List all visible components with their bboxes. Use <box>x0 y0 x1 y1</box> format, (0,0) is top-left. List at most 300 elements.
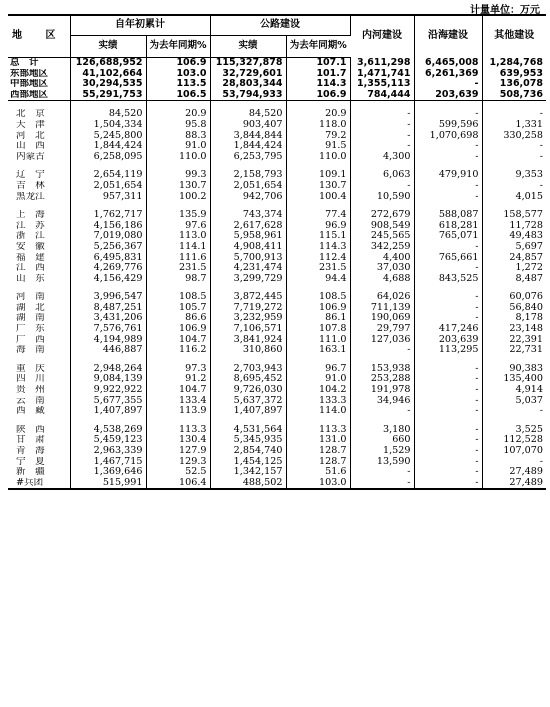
table-row <box>8 385 546 396</box>
table-row <box>8 274 546 285</box>
ytd-actual-header: 实绩 <box>70 36 146 58</box>
region-name: 北 京 <box>8 109 70 120</box>
ytd-yoy-cell: 20.9 <box>146 109 210 120</box>
table-row <box>8 231 546 242</box>
coastal-cell: - <box>414 263 482 274</box>
ytd-yoy-cell: 113.0 <box>146 231 210 242</box>
unit-label: 计量单位：万元 <box>470 5 540 16</box>
highway-yoy-cell: 163.1 <box>286 345 350 356</box>
ytd-yoy-cell: 99.3 <box>146 170 210 181</box>
region-name: 海 南 <box>8 345 70 356</box>
highway-yoy-cell: 130.7 <box>286 181 350 192</box>
ytd-actual-cell: 7,019,080 <box>70 231 146 242</box>
inland-cell: 3,180 <box>350 425 414 436</box>
ytd-yoy-cell: 133.4 <box>146 396 210 407</box>
ytd-yoy-cell: 106.4 <box>146 478 210 490</box>
region-name: 重 庆 <box>8 364 70 375</box>
other-cell: 8,487 <box>515 273 543 284</box>
highway-actual-cell: 1,342,157 <box>210 467 286 478</box>
ytd-yoy-cell: 91.2 <box>146 374 210 385</box>
table-row <box>8 457 546 468</box>
inland-cell: - <box>350 141 414 152</box>
other-cell: 23,148 <box>509 324 543 335</box>
other-cell: 1,331 <box>515 119 543 130</box>
inland-cell: - <box>350 467 414 478</box>
ytd-actual-cell: 9,922,922 <box>70 385 146 396</box>
table-row <box>8 345 546 356</box>
other-cell: 27,489 <box>509 467 543 478</box>
statistics-table <box>8 14 546 490</box>
group-spacer <box>8 101 546 110</box>
table-row <box>8 313 546 324</box>
table-row <box>8 90 546 101</box>
ytd-yoy-cell: 113.3 <box>146 425 210 436</box>
highway-yoy-cell: 96.9 <box>286 221 350 232</box>
highway-actual-cell: 7,719,272 <box>210 303 286 314</box>
table-row <box>8 292 546 303</box>
highway-yoy-cell: 77.4 <box>286 210 350 221</box>
table-row <box>8 435 546 446</box>
other-cell: 24,857 <box>509 252 543 263</box>
ytd-yoy-cell: 52.5 <box>146 467 210 478</box>
ytd-yoy-cell: 88.3 <box>146 131 210 142</box>
ytd-actual-cell: 4,156,186 <box>70 221 146 232</box>
inland-cell: 342,259 <box>350 242 414 253</box>
table-row <box>8 221 546 232</box>
inland-cell: 1,529 <box>350 446 414 457</box>
inland-cell: 1,471,741 <box>350 69 414 80</box>
ytd-actual-cell: 2,051,654 <box>70 181 146 192</box>
highway-yoy-cell: 114.3 <box>286 79 350 90</box>
coastal-cell: - <box>414 396 482 407</box>
highway-actual-cell: 3,232,959 <box>210 313 286 324</box>
highway-yoy-cell: 51.6 <box>286 467 350 478</box>
highway-yoy-cell: 106.9 <box>286 303 350 314</box>
highway-actual-cell: 1,844,424 <box>210 141 286 152</box>
region-name: 辽 宁 <box>8 170 70 181</box>
other-cell: - <box>539 180 543 191</box>
table-row <box>8 374 546 385</box>
ytd-actual-cell: 1,407,897 <box>70 406 146 417</box>
ytd-yoy-cell: 231.5 <box>146 263 210 274</box>
inland-cell: 29,797 <box>350 324 414 335</box>
highway-actual-cell: 903,407 <box>210 120 286 131</box>
coastal-cell: - <box>414 152 482 163</box>
highway-yoy-cell: 131.0 <box>286 435 350 446</box>
region-name: 湖 北 <box>8 303 70 314</box>
other-cell: 56,840 <box>509 302 543 313</box>
table-row <box>8 478 546 490</box>
other-cell: - <box>539 141 543 152</box>
highway-yoy-cell: 20.9 <box>286 109 350 120</box>
highway-actual-cell: 2,854,740 <box>210 446 286 457</box>
other-cell: - <box>539 151 543 162</box>
highway-yoy-cell: 79.2 <box>286 131 350 142</box>
region-name: 云 南 <box>8 396 70 407</box>
coastal-cell: - <box>414 446 482 457</box>
ytd-actual-cell: 5,459,123 <box>70 435 146 446</box>
ytd-yoy-cell: 97.6 <box>146 221 210 232</box>
region-name: 天 津 <box>8 120 70 131</box>
ytd-actual-cell: 7,576,761 <box>70 324 146 335</box>
ytd-yoy-cell: 97.3 <box>146 364 210 375</box>
other-cell: 136,078 <box>499 79 543 90</box>
ytd-actual-cell: 5,677,355 <box>70 396 146 407</box>
region-name: 四 川 <box>8 374 70 385</box>
highway-yoy-header: 为去年同期% <box>286 36 350 58</box>
ytd-actual-cell: 4,194,989 <box>70 335 146 346</box>
table-row <box>8 396 546 407</box>
table-row <box>8 141 546 152</box>
highway-actual-cell: 115,327,878 <box>210 58 286 69</box>
region-name: 山 西 <box>8 141 70 152</box>
inland-cell: 34,946 <box>350 396 414 407</box>
region-name: 新 疆 <box>8 467 70 478</box>
highway-header: 公路建设 <box>210 15 350 36</box>
coastal-cell: - <box>414 364 482 375</box>
coastal-cell: - <box>414 467 482 478</box>
ytd-yoy-cell: 129.3 <box>146 457 210 468</box>
region-name: 广 东 <box>8 324 70 335</box>
highway-yoy-cell: 128.7 <box>286 457 350 468</box>
ytd-yoy-cell: 104.7 <box>146 335 210 346</box>
highway-yoy-cell: 101.7 <box>286 69 350 80</box>
ytd-yoy-cell: 105.7 <box>146 303 210 314</box>
highway-actual-cell: 3,844,844 <box>210 131 286 142</box>
ytd-actual-cell: 2,963,339 <box>70 446 146 457</box>
highway-actual-cell: 5,958,961 <box>210 231 286 242</box>
coastal-cell: 417,246 <box>414 324 482 335</box>
table-row <box>8 152 546 163</box>
highway-actual-cell: 1,454,125 <box>210 457 286 468</box>
region-name: 内蒙古 <box>8 152 70 163</box>
highway-actual-cell: 2,051,654 <box>210 181 286 192</box>
coastal-cell: 1,070,698 <box>414 131 482 142</box>
highway-yoy-cell: 109.1 <box>286 170 350 181</box>
ytd-yoy-cell: 130.4 <box>146 435 210 446</box>
coastal-cell: - <box>414 192 482 203</box>
inland-header: 内河建设 <box>350 15 414 58</box>
inland-cell: 1,355,113 <box>350 79 414 90</box>
coastal-cell: - <box>414 385 482 396</box>
ytd-yoy-cell: 91.0 <box>146 141 210 152</box>
highway-yoy-cell: 128.7 <box>286 446 350 457</box>
region-name: 西部地区 <box>8 90 70 101</box>
highway-yoy-cell: 96.7 <box>286 364 350 375</box>
highway-yoy-cell: 107.8 <box>286 324 350 335</box>
group-spacer <box>8 162 546 170</box>
ytd-actual-cell: 9,084,139 <box>70 374 146 385</box>
other-cell: - <box>539 406 543 417</box>
other-cell: 5,037 <box>515 395 543 406</box>
other-cell: 1,272 <box>515 263 543 274</box>
region-name: 甘 肃 <box>8 435 70 446</box>
coastal-cell: - <box>414 313 482 324</box>
other-cell: 9,353 <box>515 170 543 181</box>
ytd-yoy-cell: 106.9 <box>146 324 210 335</box>
other-cell: 5,697 <box>515 241 543 252</box>
coastal-cell: 765,661 <box>414 253 482 264</box>
table-row <box>8 120 546 131</box>
table-row <box>8 253 546 264</box>
ytd-yoy-cell: 86.6 <box>146 313 210 324</box>
other-cell: 107,070 <box>503 446 543 456</box>
table-row <box>8 467 546 478</box>
table-body <box>8 58 546 490</box>
other-cell: 27,489 <box>482 478 546 490</box>
region-name: 湖 南 <box>8 313 70 324</box>
highway-actual-cell: 4,908,411 <box>210 242 286 253</box>
region-name: 安 徽 <box>8 242 70 253</box>
ytd-actual-cell: 5,245,800 <box>70 131 146 142</box>
highway-yoy-cell: 133.3 <box>286 396 350 407</box>
region-name: 青 海 <box>8 446 70 457</box>
inland-cell: 190,069 <box>350 313 414 324</box>
group-spacer <box>8 284 546 292</box>
table-row <box>8 210 546 221</box>
region-name: 广 西 <box>8 335 70 346</box>
group-spacer <box>8 356 546 364</box>
highway-actual-cell: 9,726,030 <box>210 385 286 396</box>
other-cell: 4,914 <box>515 385 543 396</box>
inland-cell: 711,139 <box>350 303 414 314</box>
ytd-yoy-cell: 103.0 <box>146 69 210 80</box>
highway-yoy-cell: 104.2 <box>286 385 350 396</box>
coastal-cell: - <box>414 374 482 385</box>
other-cell: 22,731 <box>509 345 543 356</box>
highway-actual-cell: 488,502 <box>210 478 286 490</box>
highway-yoy-cell: 107.1 <box>286 58 350 69</box>
table-row <box>8 335 546 346</box>
inland-cell: 64,026 <box>350 292 414 303</box>
coastal-cell: - <box>414 406 482 417</box>
table-row <box>8 324 546 335</box>
coastal-header: 沿海建设 <box>414 15 482 58</box>
region-name: #兵团 <box>8 478 70 490</box>
highway-actual-cell: 4,531,564 <box>210 425 286 436</box>
highway-yoy-cell: 91.5 <box>286 141 350 152</box>
inland-cell: 908,549 <box>350 221 414 232</box>
inland-cell: 245,565 <box>350 231 414 242</box>
ytd-yoy-cell: 108.5 <box>146 292 210 303</box>
highway-actual-cell: 5,637,372 <box>210 396 286 407</box>
ytd-actual-cell: 3,996,547 <box>70 292 146 303</box>
other-cell: 112,528 <box>503 435 543 446</box>
inland-cell: 4,400 <box>350 253 414 264</box>
ytd-actual-cell: 1,504,334 <box>70 120 146 131</box>
inland-cell: 784,444 <box>350 90 414 101</box>
coastal-cell: 599,596 <box>414 120 482 131</box>
highway-actual-cell: 5,345,935 <box>210 435 286 446</box>
other-cell: 135,400 <box>503 374 543 385</box>
highway-yoy-cell: 100.4 <box>286 192 350 203</box>
coastal-cell: - <box>414 242 482 253</box>
ytd-actual-cell: 1,762,717 <box>70 210 146 221</box>
highway-yoy-cell: 111.0 <box>286 335 350 346</box>
coastal-cell: - <box>414 79 482 90</box>
highway-actual-cell: 2,617,628 <box>210 221 286 232</box>
region-name: 黑龙江 <box>8 192 70 203</box>
table-row <box>8 446 546 457</box>
coastal-cell: 203,639 <box>414 90 482 101</box>
ytd-actual-cell: 4,156,429 <box>70 274 146 285</box>
highway-actual-cell: 8,695,452 <box>210 374 286 385</box>
ytd-yoy-cell: 98.7 <box>146 274 210 285</box>
coastal-cell: - <box>414 478 482 490</box>
table-row <box>8 364 546 375</box>
region-name: 江 苏 <box>8 221 70 232</box>
highway-yoy-cell: 94.4 <box>286 274 350 285</box>
other-cell: 330,258 <box>503 130 543 141</box>
table-row <box>8 109 546 120</box>
region-name: 河 南 <box>8 292 70 303</box>
highway-yoy-cell: 103.0 <box>286 478 350 490</box>
other-cell: 90,383 <box>509 363 543 374</box>
table-row <box>8 242 546 253</box>
highway-yoy-cell: 231.5 <box>286 263 350 274</box>
ytd-yoy-cell: 106.9 <box>146 58 210 69</box>
ytd-yoy-cell: 100.2 <box>146 192 210 203</box>
highway-yoy-cell: 113.3 <box>286 425 350 436</box>
coastal-cell: 843,525 <box>414 274 482 285</box>
other-cell: 11,728 <box>509 220 543 231</box>
highway-yoy-cell: 91.0 <box>286 374 350 385</box>
highway-actual-cell: 32,729,601 <box>210 69 286 80</box>
inland-cell: - <box>350 131 414 142</box>
highway-actual-cell: 3,299,729 <box>210 274 286 285</box>
ytd-yoy-cell: 113.9 <box>146 406 210 417</box>
inland-cell: - <box>350 120 414 131</box>
inland-cell: - <box>350 478 414 490</box>
ytd-yoy-cell: 114.1 <box>146 242 210 253</box>
inland-cell: 272,679 <box>350 210 414 221</box>
coastal-cell: 618,281 <box>414 221 482 232</box>
ytd-header: 自年初累计 <box>70 15 210 36</box>
highway-actual-cell: 53,794,933 <box>210 90 286 101</box>
ytd-yoy-cell: 110.0 <box>146 152 210 163</box>
ytd-yoy-cell: 111.6 <box>146 253 210 264</box>
region-name: 江 西 <box>8 263 70 274</box>
group-spacer <box>8 202 546 210</box>
table-row <box>8 263 546 274</box>
ytd-yoy-cell: 135.9 <box>146 210 210 221</box>
inland-cell: 37,030 <box>350 263 414 274</box>
other-cell: 639,953 <box>499 68 543 79</box>
inland-cell: 10,590 <box>350 192 414 203</box>
coastal-cell: 6,465,008 <box>414 58 482 69</box>
table-row <box>8 192 546 203</box>
ytd-actual-cell: 55,291,753 <box>70 90 146 101</box>
ytd-yoy-cell: 104.7 <box>146 385 210 396</box>
inland-cell: 191,978 <box>350 385 414 396</box>
inland-cell: 660 <box>350 435 414 446</box>
highway-actual-cell: 1,407,897 <box>210 406 286 417</box>
ytd-yoy-cell: 113.5 <box>146 79 210 90</box>
ytd-actual-cell: 8,487,251 <box>70 303 146 314</box>
other-cell: 22,391 <box>509 334 543 345</box>
highway-actual-cell: 28,803,344 <box>210 79 286 90</box>
table-row <box>8 69 546 80</box>
ytd-actual-cell: 41,102,664 <box>70 69 146 80</box>
coastal-cell: 6,261,369 <box>414 69 482 80</box>
ytd-yoy-cell: 95.8 <box>146 120 210 131</box>
coastal-cell: - <box>414 141 482 152</box>
highway-actual-cell: 4,231,474 <box>210 263 286 274</box>
highway-actual-header: 实绩 <box>210 36 286 58</box>
coastal-cell: - <box>414 457 482 468</box>
highway-yoy-cell: 114.3 <box>286 242 350 253</box>
other-cell: 158,577 <box>503 210 543 221</box>
highway-yoy-cell: 114.0 <box>286 406 350 417</box>
region-name: 宁 夏 <box>8 457 70 468</box>
region-name: 上 海 <box>8 210 70 221</box>
ytd-actual-cell: 2,654,119 <box>70 170 146 181</box>
other-cell: - <box>539 109 543 120</box>
region-name: 中部地区 <box>8 79 70 90</box>
ytd-yoy-header: 为去年同期% <box>146 36 210 58</box>
ytd-actual-cell: 126,688,952 <box>70 58 146 69</box>
highway-actual-cell: 3,872,445 <box>210 292 286 303</box>
ytd-actual-cell: 957,311 <box>70 192 146 203</box>
inland-cell: - <box>350 345 414 356</box>
region-name: 西 藏 <box>8 406 70 417</box>
inland-cell: 4,300 <box>350 152 414 163</box>
table-row <box>8 58 546 69</box>
coastal-cell: - <box>414 435 482 446</box>
inland-cell: - <box>350 109 414 120</box>
inland-cell: 4,688 <box>350 274 414 285</box>
coastal-cell: - <box>414 303 482 314</box>
inland-cell: 3,611,298 <box>350 58 414 69</box>
ytd-actual-cell: 1,369,646 <box>70 467 146 478</box>
highway-actual-cell: 743,374 <box>210 210 286 221</box>
region-name: 总 计 <box>8 58 70 69</box>
ytd-actual-cell: 84,520 <box>70 109 146 120</box>
other-cell: 508,736 <box>482 90 546 101</box>
region-name: 陕 西 <box>8 425 70 436</box>
coastal-cell: - <box>414 425 482 436</box>
inland-cell: 153,938 <box>350 364 414 375</box>
ytd-actual-cell: 2,948,264 <box>70 364 146 375</box>
other-header: 其他建设 <box>482 15 546 58</box>
ytd-actual-cell: 6,495,831 <box>70 253 146 264</box>
inland-cell: 253,288 <box>350 374 414 385</box>
coastal-cell: - <box>414 181 482 192</box>
highway-actual-cell: 942,706 <box>210 192 286 203</box>
ytd-actual-cell: 1,467,715 <box>70 457 146 468</box>
highway-actual-cell: 2,703,943 <box>210 364 286 375</box>
region-name: 贵 州 <box>8 385 70 396</box>
table-row <box>8 425 546 436</box>
region-name: 东部地区 <box>8 69 70 80</box>
coastal-cell: - <box>414 292 482 303</box>
inland-cell: 13,590 <box>350 457 414 468</box>
ytd-yoy-cell: 130.7 <box>146 181 210 192</box>
coastal-cell: 479,910 <box>414 170 482 181</box>
region-name: 浙 江 <box>8 231 70 242</box>
table-row <box>8 181 546 192</box>
other-cell: 4,015 <box>515 191 543 202</box>
coastal-cell: - <box>414 109 482 120</box>
other-cell: 3,525 <box>515 424 543 435</box>
highway-yoy-cell: 86.1 <box>286 313 350 324</box>
coastal-cell: 588,087 <box>414 210 482 221</box>
other-cell: 8,178 <box>515 313 543 324</box>
ytd-actual-cell: 515,991 <box>70 478 146 490</box>
highway-actual-cell: 5,700,913 <box>210 253 286 264</box>
ytd-actual-cell: 4,269,776 <box>70 263 146 274</box>
ytd-actual-cell: 4,538,269 <box>70 425 146 436</box>
